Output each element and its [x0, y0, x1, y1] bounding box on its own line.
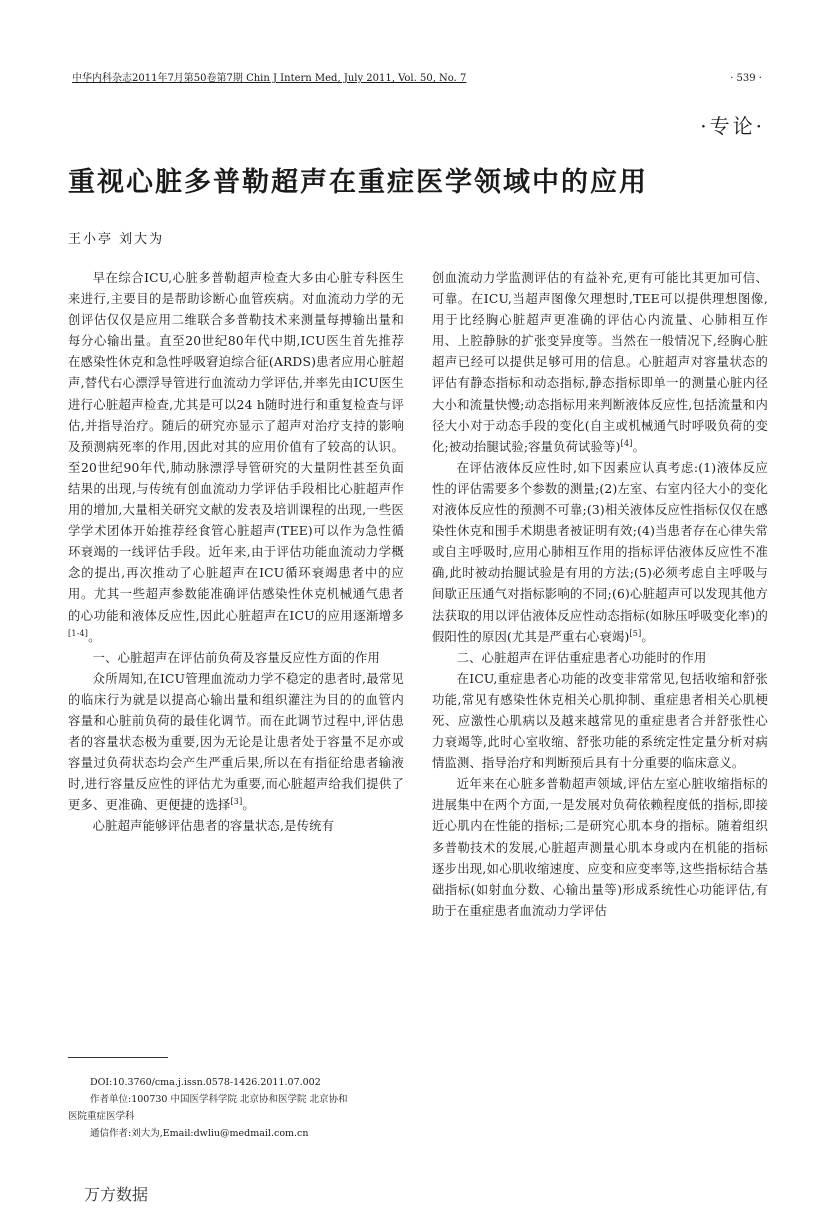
- doi: DOI:10.3760/cma.j.issn.0578-1426.2011.07.002: [90, 1077, 321, 1088]
- citation: [4]: [620, 438, 633, 448]
- right-column: [432, 268, 768, 922]
- correspondence: 通信作者:刘大为,Email:dwliu@medmail.com.cn: [90, 1128, 309, 1139]
- paragraph: 近年来在心脏多普勒超声领域,评估左室心脏收缩指标的进展集中在两个方面,一是发展对负荷依赖程度低的指标,即接近心肌内在性能的指标;二是研究心肌本身的指标。随着组织多普勒技术的发展,心脏超声测量心肌本身或内在机能的指标逐步出现,如心肌收缩速度、应变和应变率等,这些指标结合基础指标(如射血分数、心输出量等)形成系统性心功能评估,有助于在重症患者血流动力学评估: [432, 777, 768, 918]
- paragraph-text: 创血流动力学监测评估的有益补充,更有可能比其更加可信、可靠。在ICU,当超声图像欠理想时,TEE可以提供理想图像,用于比经胸心脏超声更准确的评估心内流量、心肺相互作用、上腔静脉的扩张变异度等。当然在一般情况下,经胸心脏超声已经可以提供足够可用的信息。心脏超声对容量状态的评估有静态指标和动态指标,静态指标即单一的测量心脏内径大小和流量快慢;动态指标用来判断液体反应性,包括流量和内径大小对于动态手段的变化(自主或机械通气时呼吸负荷的变化;被动抬腿试验;容量负荷试验等): [432, 271, 768, 454]
- paragraph: 在ICU,重症患者心功能的改变非常常见,包括收缩和舒张功能,常见有感染性休克相关心肌抑制、重症患者相关心肌梗死、应激性心肌病以及越来越常见的重症患者合并舒张性心力衰竭等,此时心室收缩、舒张功能的系统定性定量分析对病情监测、指导治疗和判断预后具有十分重要的临床意义。: [432, 671, 768, 771]
- citation: [3]: [230, 797, 243, 807]
- journal-citation: 中华内科杂志2011年7月第50卷第7期 Chin J Intern Med, July 2011, Vol. 50, No. 7: [72, 73, 467, 84]
- section-heading: 一、心脏超声在评估前负荷及容量反应性方面的作用: [92, 650, 381, 665]
- section-label: ·专论·: [700, 114, 765, 138]
- page-number: · 539 ·: [730, 73, 762, 84]
- running-head: [72, 73, 762, 85]
- paragraph-text: 众所周知,在ICU管理血流动力学不稳定的患者时,最常见的临床行为就是以提高心输出量和组织灌注为目的的血管内容量和心脏前负荷的最佳化调节。而在此调节过程中,评估患者的容量状态极为重要,因为无论是让患者处于容量不足亦或容量过负荷状态均会产生严重后果,所以在有指征给患者输液时,进行容量反应性的评估尤为重要,而心脏超声给我们提供了更多、更准确、更便捷的选择: [68, 671, 404, 813]
- paragraph: 早在综合ICU,心脏多普勒超声检查大多由心脏专科医生来进行,主要目的是帮助诊断心血管疾病。对血流动力学的无创评估仅仅是应用二维联合多普勒技术来测量每搏输出量和每分心输出量。直至20世纪80年代中期,ICU医生首先推荐在感染性休克和急性呼吸窘迫综合征(ARDS)患者应用心脏超声,替代右心漂浮导管进行血流动力学评估,并率先由ICU医生进行心脏超声检查,尤其是可以24 h随时进行和重复检查与评估,并指导治疗。随后的研究亦显示了超声对治疗支持的影响及预测病死率的作用,因此对其的应用价值有了较高的认识。至20世纪90年代,肺动脉漂浮导管研究的大量阴性甚至负面结果的出现,与传统有创血流动力学评估手段相比心脏超声作用的增加,大量相关研究文献的发表及培训课程的出现,一些医学学术团体开始推荐经食管心脏超声(TEE)可以作为急性循环衰竭的一线评估手段。近年来,由于评估功能血流动力学概念的提出,再次推动了心脏超声在ICU循环衰竭患者中的应用。尤其一些超声参数能准确评估感染性休克机械通气患者的心功能和液体反应性,因此心脏超声在ICU的应用逐渐增多[1-4]。: [68, 271, 404, 644]
- paragraph: 众所周知,在ICU管理血流动力学不稳定的患者时,最常见的临床行为就是以提高心输出量和组织灌注为目的的血管内容量和心脏前负荷的最佳化调节。而在此调节过程中,评估患者的容量状态极为重要,因为无论是让患者处于容量不足亦或容量过负荷状态均会产生严重后果,所以在有指征给患者输液时,进行容量反应性的评估尤为重要,而心脏超声给我们提供了更多、更准确、更便捷的选择[3]。: [68, 671, 404, 813]
- left-column: [68, 268, 404, 838]
- paragraph: 在评估液体反应性时,如下因素应认真考虑:(1)液体反应性的评估需要多个参数的测量;(2)左室、右室内径大小的变化对液体反应性的预测不可靠;(3)相关液体反应性指标仅仅在感染性休克和围手术期患者被证明有效;(4)当患者存在心律失常或自主呼吸时,应用心肺相互作用的指标评估液体反应性不准确,此时被动抬腿试验是有用的方法;(5)必须考虑自主呼吸与间歇正压通气对指标影响的不同;(6)心脏超声可以发现其他方法获取的用以评估液体反应性动态指标(如脉压呼吸变化率)的假阳性的原因(尤其是严重右心衰竭)[5]。: [432, 460, 768, 644]
- citation: [1-4]: [68, 628, 89, 638]
- paragraph-text: 早在综合ICU,心脏多普勒超声检查大多由心脏专科医生来进行,主要目的是帮助诊断心血管疾病。对血流动力学的无创评估仅仅是应用二维联合多普勒技术来测量每搏输出量和每分心输出量。直至20世纪80年代中期,ICU医生首先推荐在感染性休克和急性呼吸窘迫综合征(ARDS)患者应用心脏超声,替代右心漂浮导管进行血流动力学评估,并率先由ICU医生进行心脏超声检查,尤其是可以24 h随时进行和重复检查与评估,并指导治疗。随后的研究亦显示了超声对治疗支持的影响及预测病死率的作用,因此对其的应用价值有了较高的认识。至20世纪90年代,肺动脉漂浮导管研究的大量阴性甚至负面结果的出现,与传统有创血流动力学评估手段相比心脏超声作用的增加,大量相关研究文献的发表及培训课程的出现,一些医学学术团体开始推荐经食管心脏超声(TEE)可以作为急性循环衰竭的一线评估手段。近年来,由于评估功能血流动力学概念的提出,再次推动了心脏超声在ICU循环衰竭患者中的应用。尤其一些超声参数能准确评估感染性休克机械通气患者的心功能和液体反应性,因此心脏超声在ICU的应用逐渐增多: [68, 271, 404, 623]
- affiliation: 作者单位:100730 中国医学科学院 北京协和医学院 北京协和: [90, 1094, 348, 1105]
- paragraph: 创血流动力学监测评估的有益补充,更有可能比其更加可信、可靠。在ICU,当超声图像欠理想时,TEE可以提供理想图像,用于比经胸心脏超声更准确的评估心内流量、心肺相互作用、上腔静脉的扩张变异度等。当然在一般情况下,经胸心脏超声已经可以提供足够可用的信息。心脏超声对容量状态的评估有静态指标和动态指标,静态指标即单一的测量心脏内径大小和流量快慢;动态指标用来判断液体反应性,包括流量和内径大小对于动态手段的变化(自主或机械通气时呼吸负荷的变化;被动抬腿试验;容量负荷试验等)[4]。: [432, 271, 768, 454]
- citation: [5]: [629, 628, 642, 638]
- paragraph-text: 在评估液体反应性时,如下因素应认真考虑:(1)液体反应性的评估需要多个参数的测量;(2)左室、右室内径大小的变化对液体反应性的预测不可靠;(3)相关液体反应性指标仅仅在感染性休克和围手术期患者被证明有效;(4)当患者存在心律失常或自主呼吸时,应用心肺相互作用的指标评估液体反应性不准确,此时被动抬腿试验是有用的方法;(5)必须考虑自主呼吸与间歇正压通气对指标影响的不同;(6)心脏超声可以发现其他方法获取的用以评估液体反应性动态指标(如脉压呼吸变化率)的假阳性的原因(尤其是严重右心衰竭): [432, 460, 768, 644]
- affiliation-continued: 医院重症医学科: [68, 1111, 135, 1122]
- watermark: 万方数据: [84, 1185, 149, 1204]
- footnote-divider: [68, 1057, 168, 1058]
- article-title: 重视心脏多普勒超声在重症医学领域中的应用: [68, 167, 648, 198]
- paragraph: 心脏超声能够评估患者的容量状态,是传统有: [92, 819, 335, 834]
- section-heading: 二、心脏超声在评估重症患者心功能时的作用: [456, 650, 707, 665]
- footnotes: [68, 1074, 408, 1142]
- author-list: 王小亭 刘大为: [68, 232, 165, 247]
